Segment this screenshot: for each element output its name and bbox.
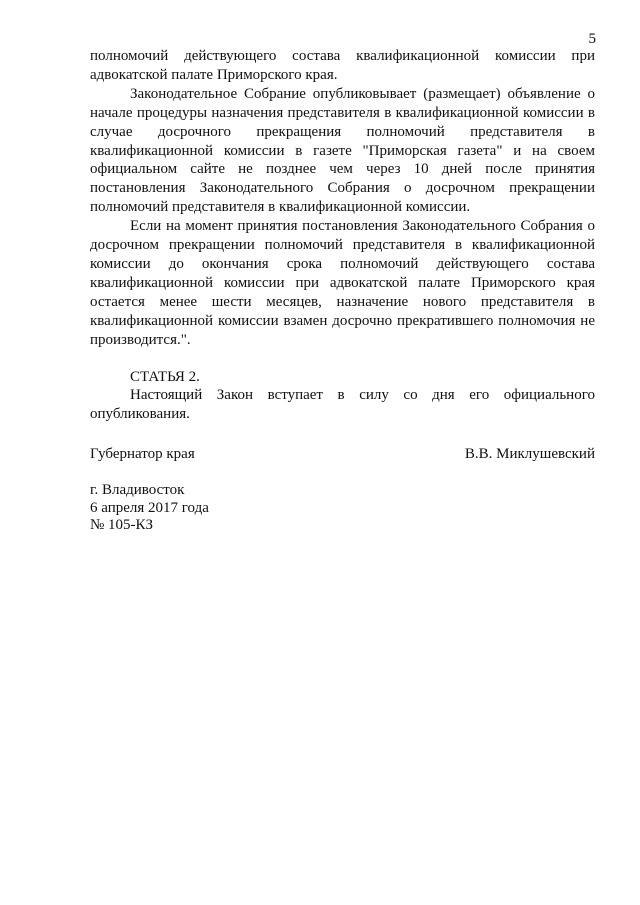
signatory-name: В.В. Миклушевский (464, 446, 595, 462)
article-2-title: СТАТЬЯ 2. (130, 368, 200, 385)
signatory-position: Губернатор края (90, 446, 195, 462)
issue-details (90, 482, 209, 535)
document-body (90, 47, 595, 424)
issue-city: г. Владивосток (90, 482, 185, 498)
paragraph-announcement: Законодательное Собрание опубликовывает (размещает) объявление о начале процедуры назначения представителя в квалификационной комиссии в случае досрочного прекращения полномочий представителя в квалификационной комиссии в газете "Приморская газета" и на своем официальном сайте не позднее чем через 10 дней после принятия постановления Законодательного Собрания о досрочном прекращении полномочий представителя в квалификационной комиссии. (90, 85, 595, 216)
issue-date: 6 апреля 2017 года (90, 499, 209, 516)
page-number: 5 (588, 31, 596, 47)
issue-number: № 105-КЗ (90, 517, 154, 533)
article-2-text: Настоящий Закон вступает в силу со дня его официального опубликования. (90, 387, 595, 423)
paragraph-continuation: полномочий действующего состава квалификационной комиссии при адвокатской палате Приморского края. (90, 48, 595, 83)
signature-row (90, 445, 595, 464)
paragraph-term-exception: Если на момент принятия постановления Законодательного Собрания о досрочном прекращении полномочий представителя в квалификационной комиссии до окончания срока полномочий действующего состава квалификационной комиссии при адвокатской палате Приморского края остается менее шести месяцев, назначение нового представителя в квалификационной комиссии взамен досрочно прекратившего полномочия не производится.". (90, 218, 595, 348)
